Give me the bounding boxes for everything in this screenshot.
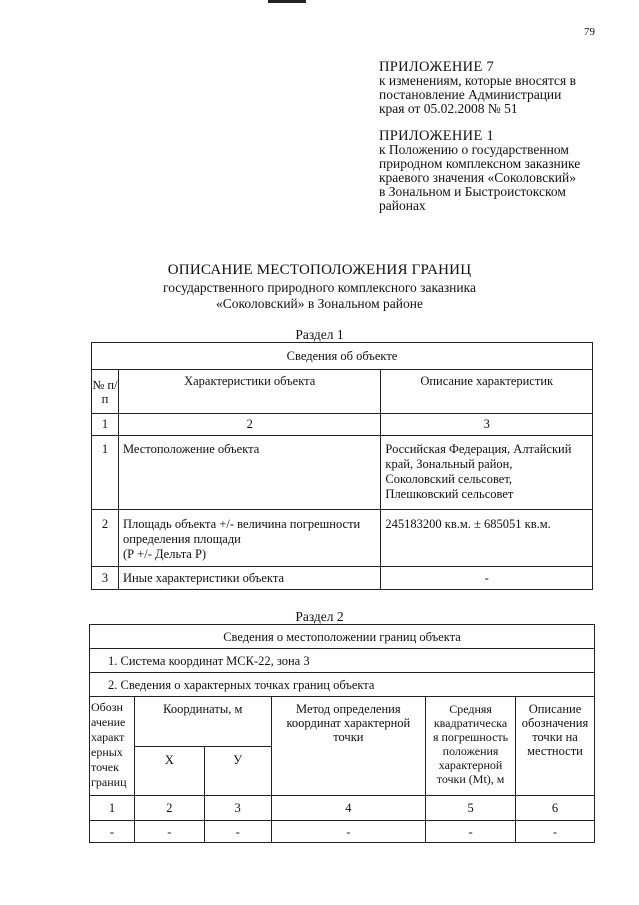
empty-cell: - [90,821,135,843]
row-number: 2 [92,510,119,567]
header-line: обозначения [521,716,589,730]
column-header-designation [90,697,135,796]
empty-cell: - [516,821,595,843]
annex-1-line: в Зональном и Быстроистокском [379,184,566,199]
header-line: Обозн [91,700,123,714]
column-header-number: № п/п [92,370,119,414]
column-number: 2 [118,414,380,436]
header-line: Описание [528,702,582,716]
table-row [92,436,593,510]
annex-7-line: края от 05.02.2008 № 51 [379,101,518,116]
table-caption: Сведения о местоположении границ объекта [90,625,595,649]
description-line: Российская Федерация, Алтайский [385,442,572,456]
annex-7-line: к изменениям, которые вносятся в [379,73,577,88]
column-header-method [271,697,426,796]
header-line: точки [333,730,364,744]
row-number: 1 [92,436,119,510]
characteristic-line: определения площади [122,532,241,546]
column-header-mean-error [426,697,516,796]
column-number: 2 [134,796,204,821]
header-line: точки на [532,730,578,744]
empty-cell: - [426,821,516,843]
document-title: ОПИСАНИЕ МЕСТОПОЛОЖЕНИЯ ГРАНИЦ [167,262,472,278]
column-number: 1 [90,796,135,821]
annex-1-heading: ПРИЛОЖЕНИЕ 1 [379,128,495,144]
column-number: 3 [204,796,271,821]
table-row [92,510,593,567]
description-cell [381,436,593,510]
header-line: характ [91,730,125,744]
empty-cell: - [271,821,426,843]
empty-cell: - [134,821,204,843]
description-cell: 245183200 кв.м. ± 685051 кв.м. [381,510,593,567]
document-subtitle: государственного природного комплексного заказника [163,280,476,295]
header-line: границ [91,775,127,789]
description-cell: - [381,567,593,590]
section-1-label: Раздел 1 [295,327,344,342]
header-line: местности [527,744,583,758]
table-row [90,821,595,843]
column-number: 5 [426,796,516,821]
header-line: координат характерной [286,716,411,730]
column-number: 4 [271,796,426,821]
header-line: точек [91,760,119,774]
annex-1-block [379,129,580,213]
column-number: 6 [516,796,595,821]
header-line: положения [442,744,499,758]
empty-cell: - [204,821,271,843]
annex-1-line: природном комплексном заказнике [379,156,581,171]
header-line: точки (Mt), м [436,772,505,786]
column-number: 3 [381,414,593,436]
header-line: характерной [438,758,503,772]
annex-7-block [379,60,576,116]
header-line: ерных [91,745,123,759]
characteristic-cell [118,510,380,567]
characteristic-points-row: 2. Сведения о характерных точках границ объекта [90,673,595,697]
description-line: край, Зональный район, [385,457,513,471]
characteristic-cell: Местоположение объекта [118,436,380,510]
annex-1-line: районах [379,198,426,213]
document-subtitle: «Соколовский» в Зональном районе [216,296,423,311]
header-line: Средняя [449,702,492,716]
top-edge-mark [268,0,306,3]
description-line: Соколовский сельсовет, [385,472,512,486]
column-header-x: X [134,747,204,796]
annex-7-heading: ПРИЛОЖЕНИЕ 7 [379,59,495,75]
coordinate-system-row: 1. Система координат МСК-22, зона 3 [90,649,595,673]
annex-1-line: краевого значения «Соколовский» [379,170,576,185]
header-line: я погрешность [432,730,509,744]
annex-1-line: к Положению о государственном [379,142,569,157]
section-2-label: Раздел 2 [295,609,344,624]
boundary-points-table [89,624,595,843]
column-header-coordinates: Координаты, м [134,697,271,747]
object-info-table [91,342,593,590]
header-line: квадратическа [433,716,508,730]
characteristic-line: Площадь объекта +/- величина погрешности [122,517,361,531]
column-header-point-description [516,697,595,796]
annex-7-line: постановление Администрации [379,87,562,102]
column-number: 1 [92,414,119,436]
characteristic-cell: Иные характеристики объекта [118,567,380,590]
characteristic-line: (Р +/- Дельта Р) [122,547,207,561]
column-header-description: Описание характеристик [381,370,593,414]
table-caption: Сведения об объекте [92,343,593,370]
description-line: Плешковский сельсовет [385,487,514,501]
page-number: 79 [584,26,595,38]
row-number: 3 [92,567,119,590]
column-header-characteristics: Характеристики объекта [118,370,380,414]
table-row [92,567,593,590]
header-line: Метод определения [296,702,401,716]
header-line: ачение [91,715,126,729]
column-header-y: У [204,747,271,796]
